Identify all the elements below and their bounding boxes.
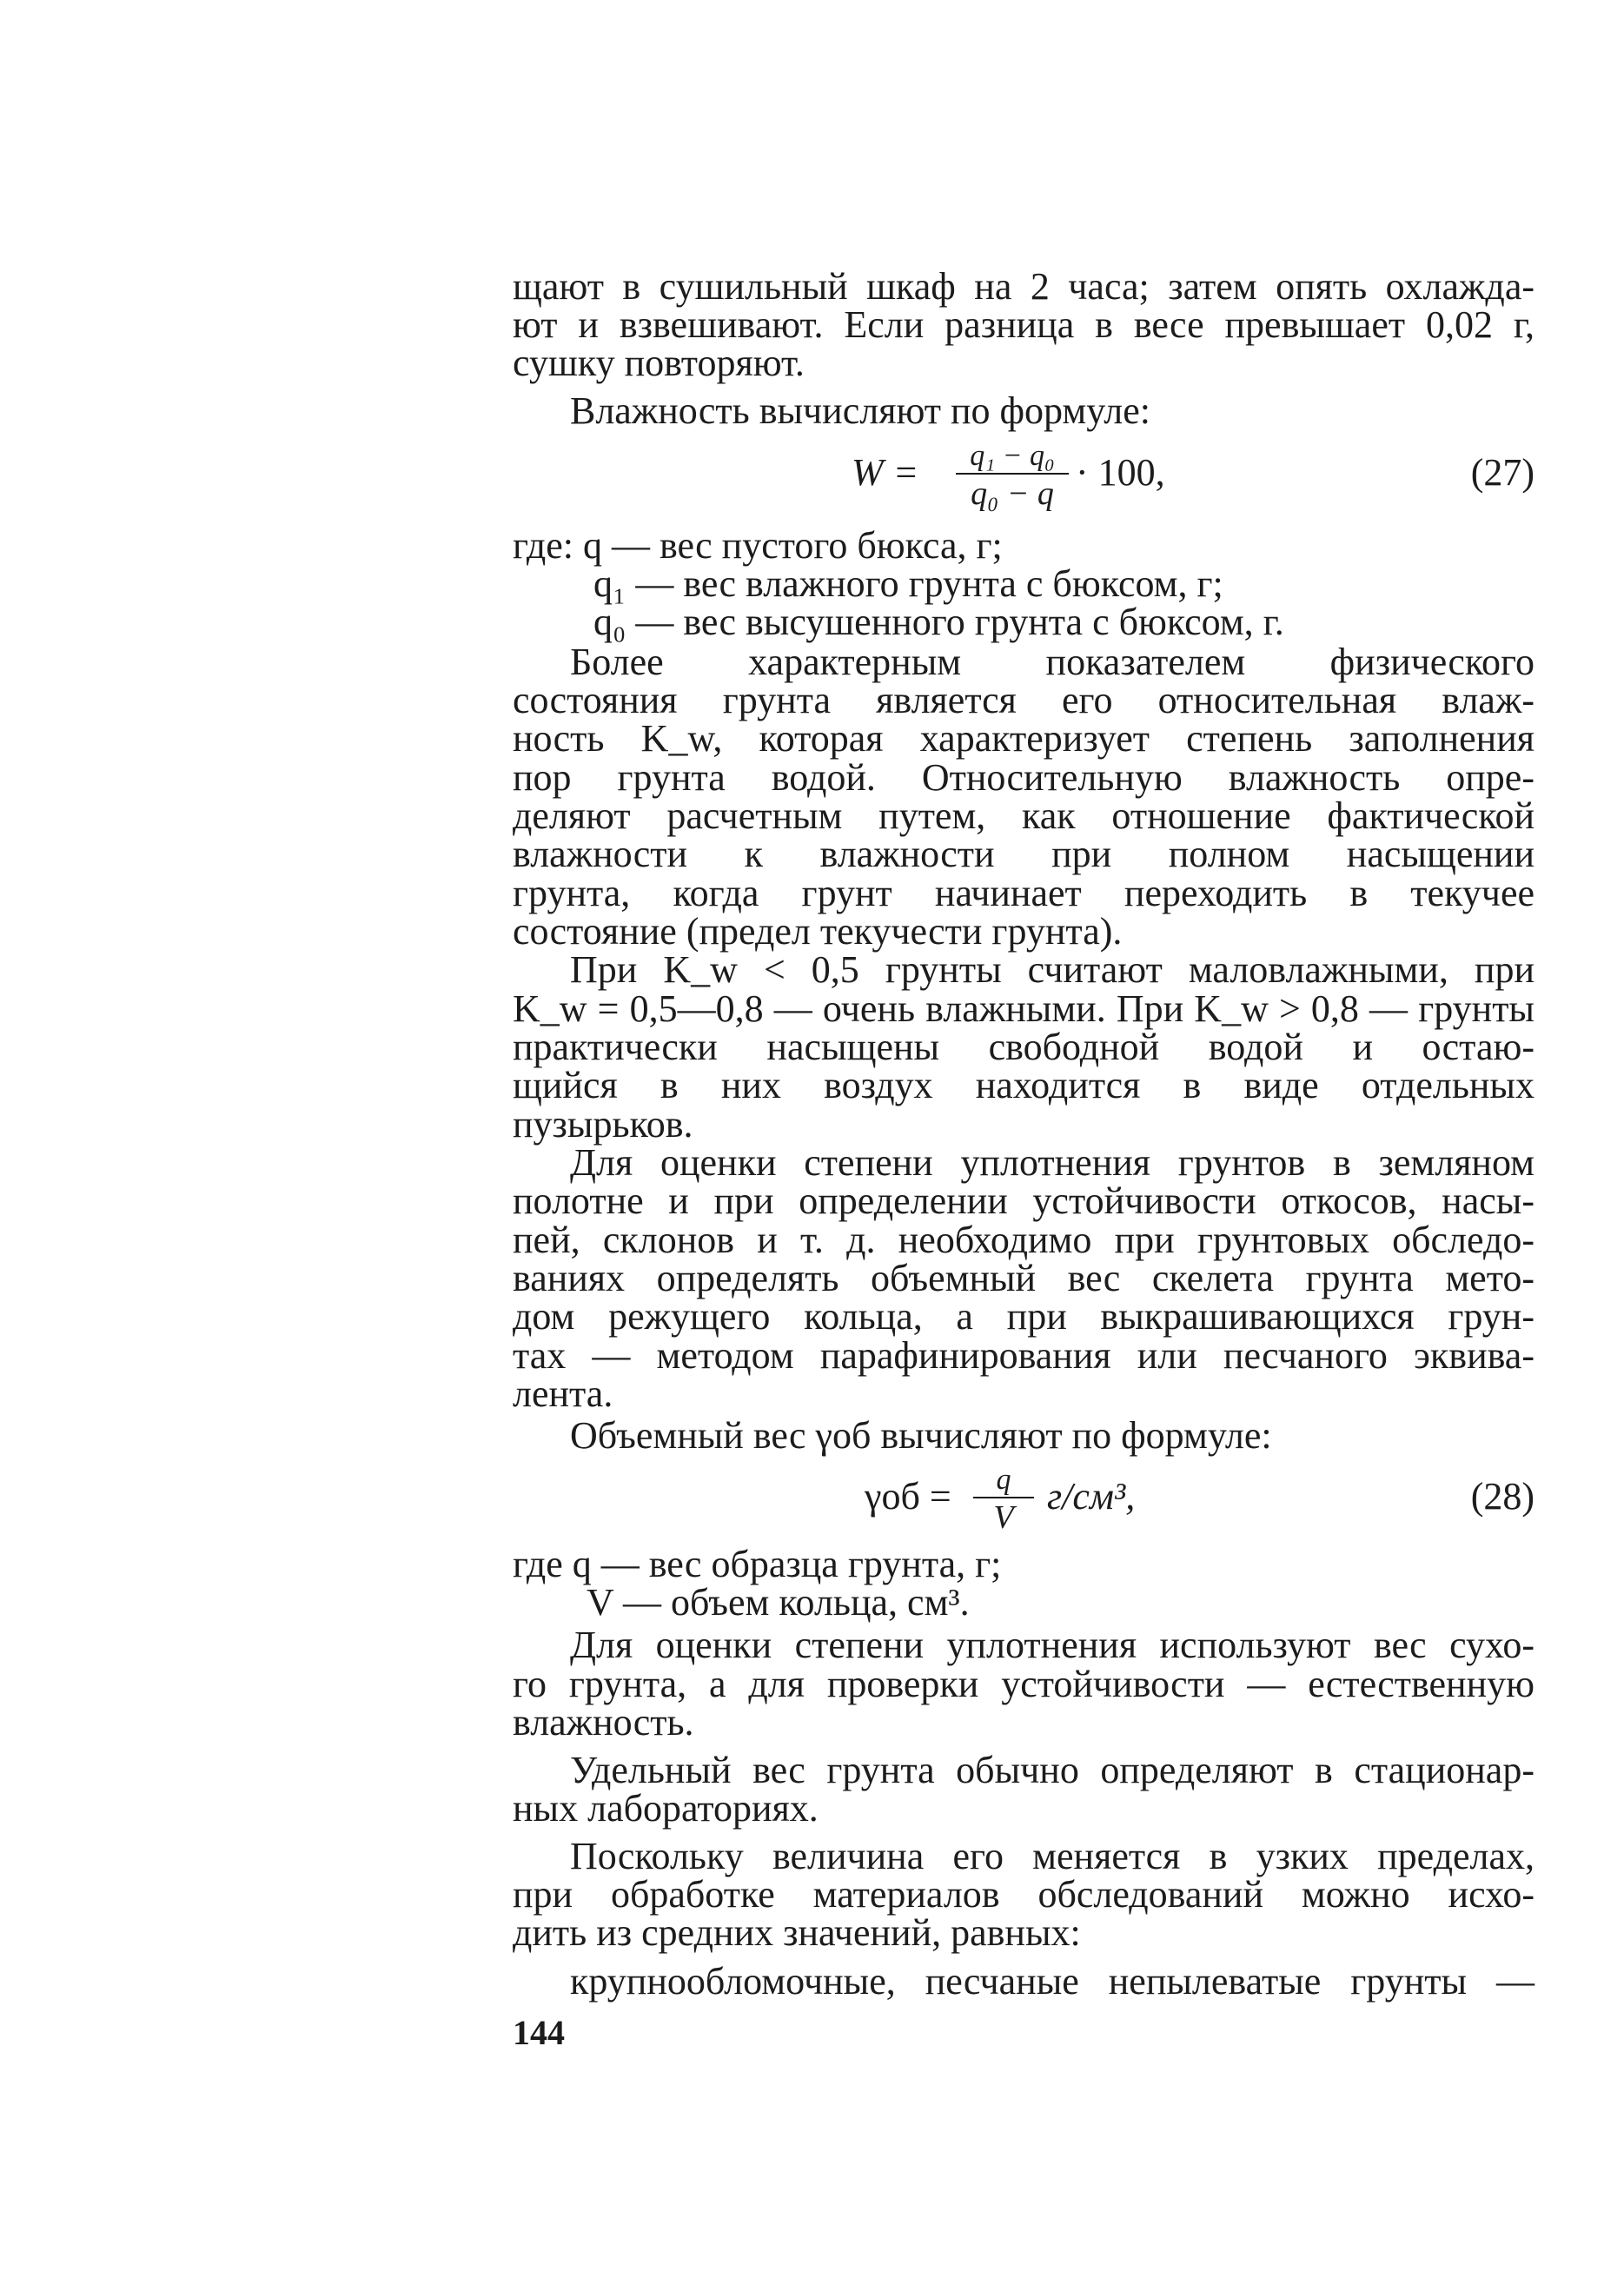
definition-line: где: q — вес пустого бюкса, г; — [513, 524, 1003, 567]
text-line: K_w = 0,5—0,8 — очень влажными. При K_w > 0,8 — грунты — [513, 987, 1535, 1030]
formula-fraction — [956, 440, 1069, 511]
text-line: грунта, когда грунт начинает переходить в текучее — [513, 872, 1535, 914]
text-line: ных лабораториях. — [513, 1787, 819, 1830]
definition-line: где q — вес образца грунта, г; — [513, 1543, 1002, 1585]
text-line: Удельный вес грунта обычно определяют в стационар- — [570, 1749, 1535, 1791]
text-line: Для оценки степени уплотнения грунтов в земляном — [570, 1141, 1535, 1184]
text-line: Более характерным показателем физического — [570, 641, 1535, 683]
formula-tail: г/см³, — [1047, 1475, 1136, 1518]
text-line: Влажность вычисляют по формуле: — [570, 389, 1150, 432]
formula-number: (28) — [1470, 1475, 1535, 1518]
definition-line: V — объем кольца, см³. — [587, 1581, 970, 1624]
text-line: го грунта, а для проверки устойчивости — естественную — [513, 1663, 1535, 1705]
text-line: при обработке материалов обследований можно исхо- — [513, 1873, 1535, 1916]
text-line: состояния грунта является его относительная влаж- — [513, 679, 1535, 721]
text-line: пор грунта водой. Относительную влажность опре- — [513, 756, 1535, 799]
text-line: щийся в них воздух находится в виде отдельных — [513, 1064, 1535, 1106]
text-line: Для оценки степени уплотнения используют вес сухо- — [570, 1624, 1535, 1666]
text-line: влажность. — [513, 1701, 694, 1744]
text-line: щают в сушильный шкаф на 2 часа; затем опять охлажда- — [513, 265, 1535, 308]
text-line: пей, склонов и т. д. необходимо при грунтовых обследо- — [513, 1219, 1535, 1261]
text-line: практически насыщены свободной водой и остаю- — [513, 1026, 1535, 1068]
formula-lhs: γоб = — [865, 1475, 951, 1518]
formula-denominator: q₀ − q — [956, 473, 1069, 511]
definition-line: q₀ — вес высушенного грунта с бюксом, г. — [593, 601, 1284, 643]
text-line: При K_w < 0,5 грунты считают маловлажными, при — [570, 948, 1535, 991]
text-line: дом режущего кольца, а при выкрашивающихся грун- — [513, 1295, 1535, 1338]
text-line: Объемный вес γоб вычисляют по формуле: — [570, 1414, 1272, 1457]
formula-fraction — [973, 1464, 1034, 1535]
text-line: пузырьков. — [513, 1103, 693, 1146]
text-line: ность K_w, которая характеризует степень заполнения — [513, 717, 1535, 760]
formula-numerator: q₁ − q₀ — [970, 440, 1055, 472]
text-line: тах — методом парафинирования или песчаного эквива- — [513, 1334, 1535, 1377]
text-line: состояние (предел текучести грунта). — [513, 910, 1123, 953]
text-line: Поскольку величина его меняется в узких пределах, — [570, 1835, 1535, 1877]
definition-line: q₁ — вес влажного грунта с бюксом, г; — [593, 562, 1223, 605]
formula-numerator: q — [996, 1464, 1011, 1496]
text-line: сушку повторяют. — [513, 342, 805, 384]
formula-tail: · 100, — [1076, 451, 1165, 494]
formula-28 — [513, 1464, 1535, 1536]
page-number: 144 — [513, 2013, 565, 2052]
text-line: деляют расчетным путем, как отношение фактической — [513, 794, 1535, 837]
text-line: лента. — [513, 1372, 613, 1415]
formula-denominator: V — [973, 1497, 1034, 1535]
text-line: полотне и при определении устойчивости откосов, насы- — [513, 1179, 1535, 1222]
text-line: ют и взвешивают. Если разница в весе превышает 0,02 г, — [513, 303, 1535, 346]
text-line: влажности к влажности при полном насыщении — [513, 833, 1535, 875]
formula-lhs: W = — [852, 451, 919, 494]
formula-number: (27) — [1470, 451, 1535, 494]
text-line: крупнообломочные, песчаные непылеватые грунты — — [570, 1960, 1535, 2003]
text-line: дить из средних значений, равных: — [513, 1911, 1081, 1954]
text-line: ваниях определять объемный вес скелета грунта мето- — [513, 1257, 1535, 1299]
formula-27 — [513, 440, 1535, 512]
